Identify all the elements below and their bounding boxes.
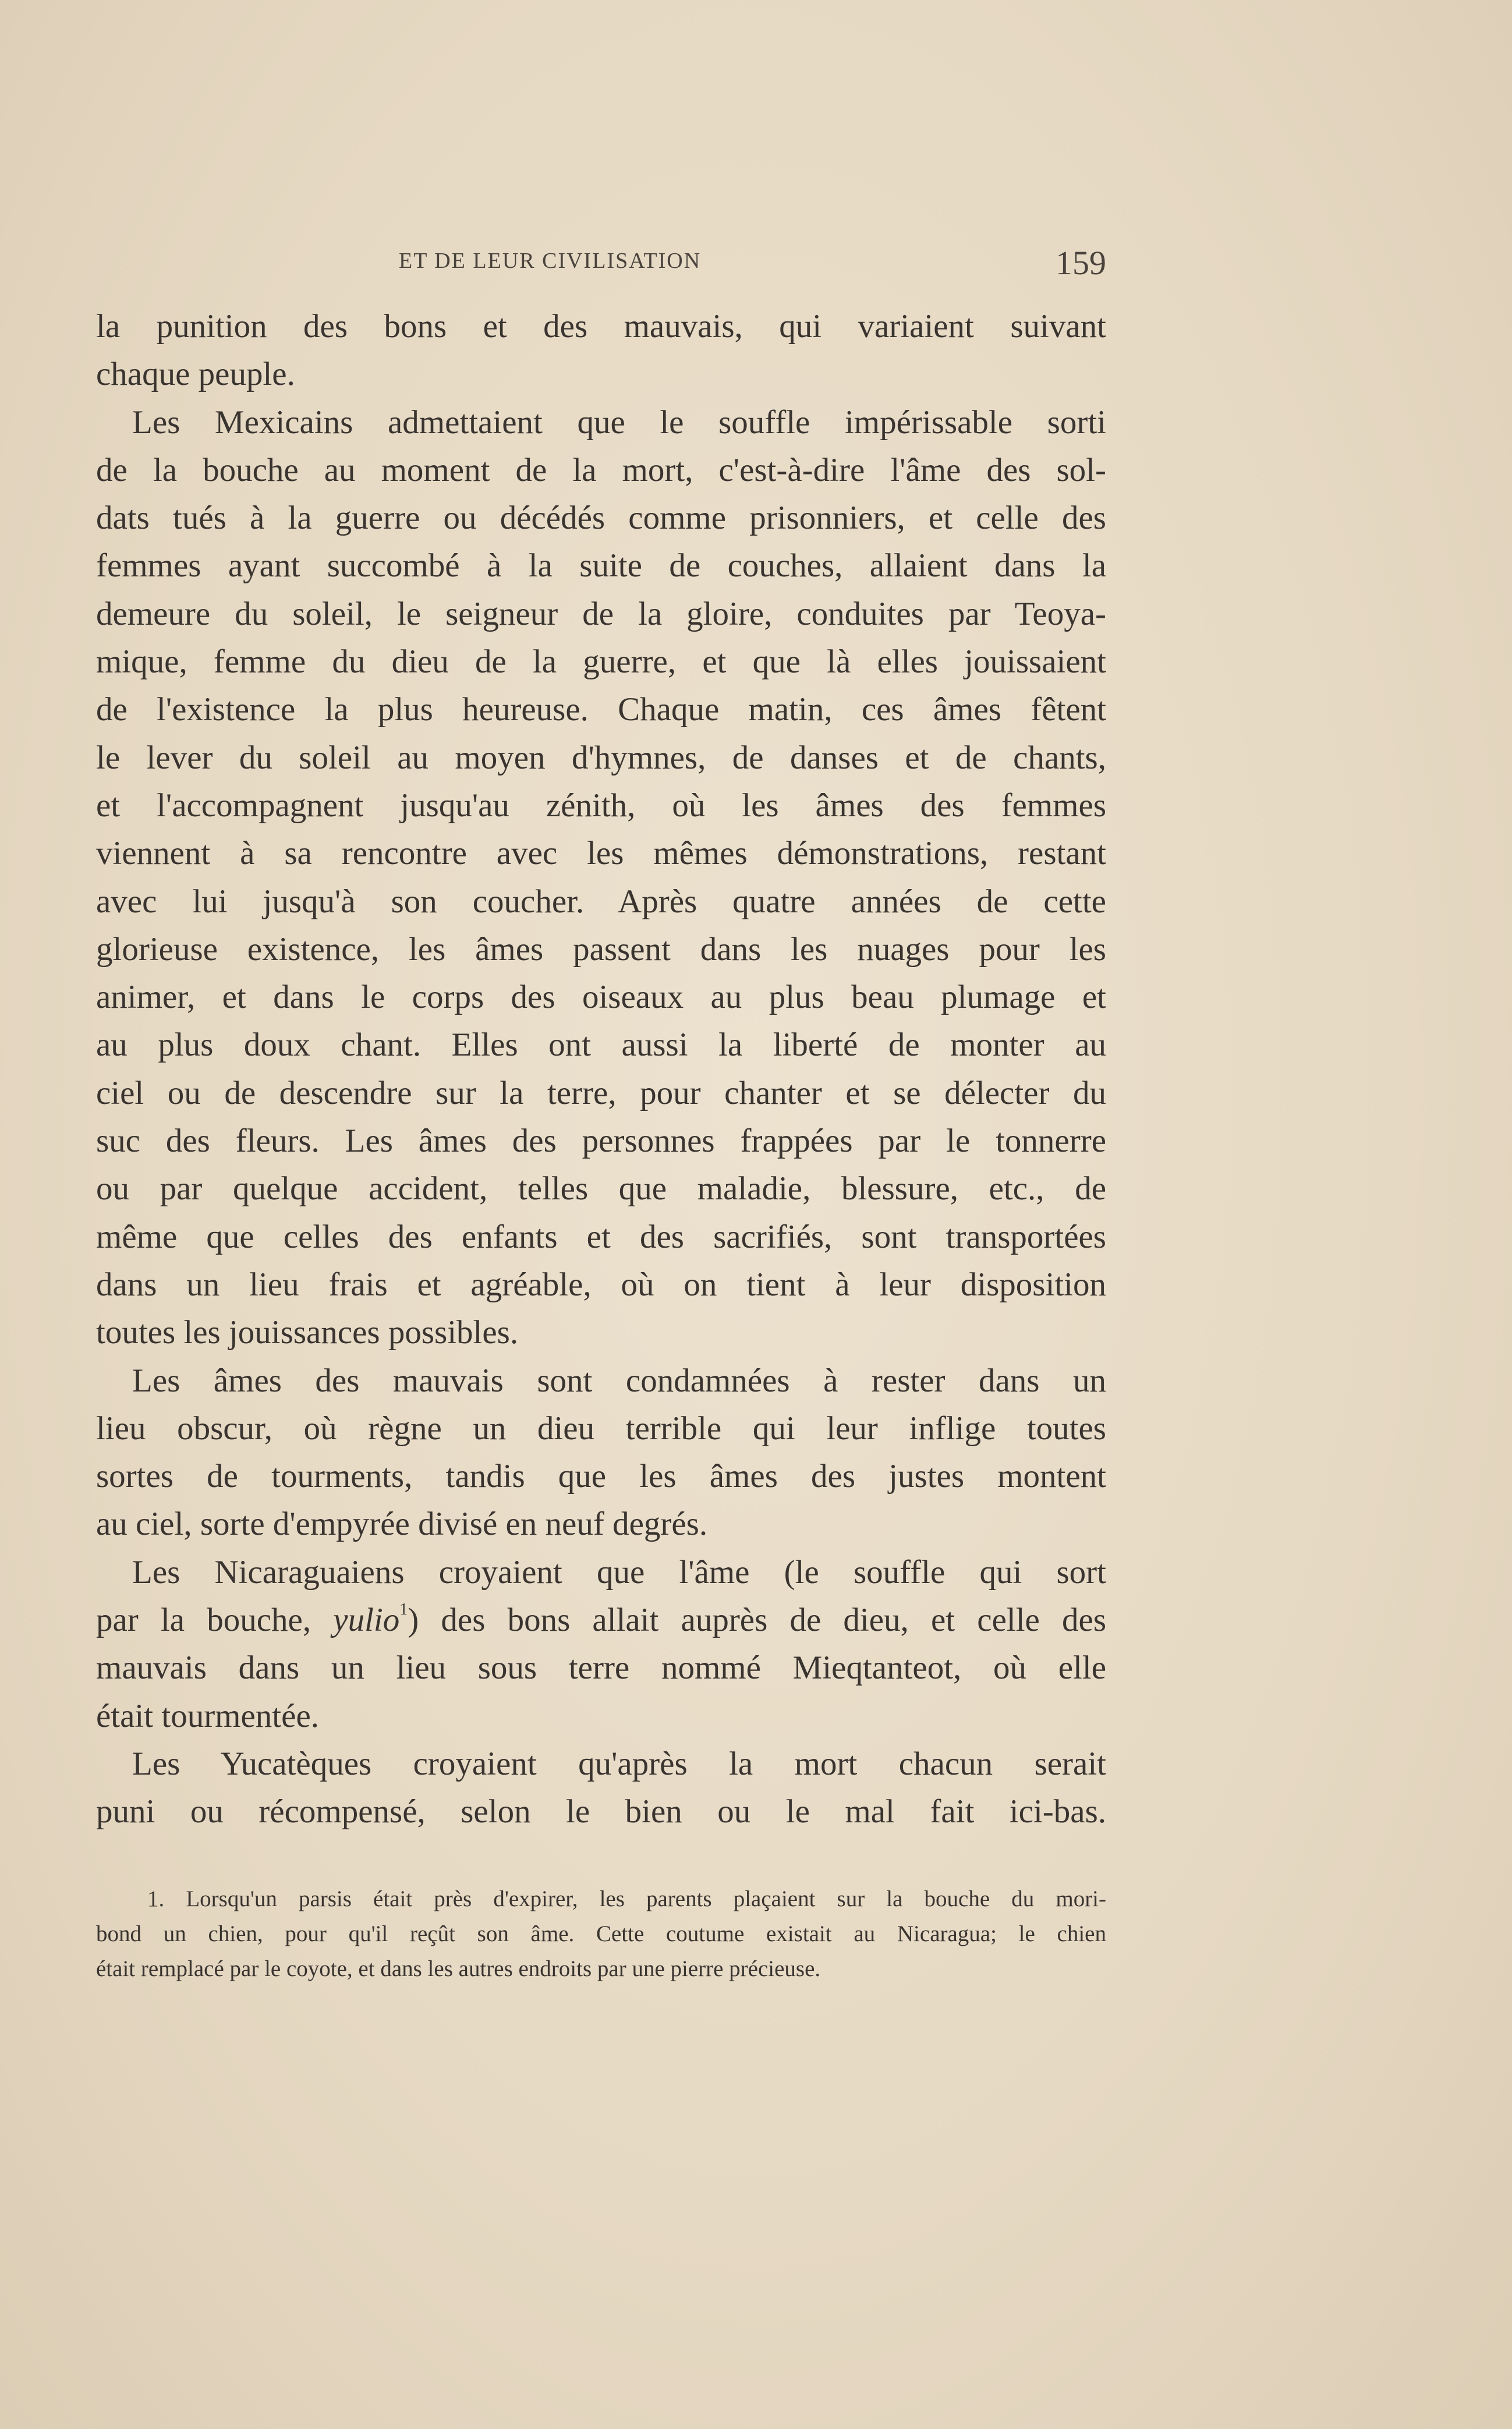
text-line: au plus doux chant. Elles ont aussi la liberté de monter au [96,1026,1106,1064]
text-line: le lever du soleil au moyen d'hymnes, de danses et de chants, [96,739,1106,776]
body-text [96,303,1106,1836]
text-line: femmes ayant succombé à la suite de couches, allaient dans la [96,547,1106,585]
footnote-line: 1. Lorsqu'un parsis était près d'expirer, les parents plaçaient sur la bouche du mori- [147,1886,1106,1911]
text-line: suc des fleurs. Les âmes des personnes frappées par le tonnerre [96,1123,1106,1160]
running-title: ET DE LEUR CIVILISATION [399,249,702,273]
footnote-marker: 1 [399,1601,408,1619]
text-segment: ) des bons allait auprès de dieu, et celle des [408,1602,1107,1639]
text-line: la punition des bons et des mauvais, qui variaient suivant [96,308,1106,345]
text-line: dans un lieu frais et agréable, où on tient à leur disposition [96,1266,1106,1303]
text-line: ciel ou de descendre sur la terre, pour chanter et se délecter du [96,1074,1106,1111]
page-number: 159 [1056,244,1106,282]
text-line: mique, femme du dieu de la guerre, et que là elles jouissaient [96,643,1106,681]
text-line: ou par quelque accident, telles que maladie, blessure, etc., de [96,1170,1106,1208]
text-line: Les Nicaraguaiens croyaient que l'âme (le souffle qui sort [132,1553,1106,1591]
text-line: même que celles des enfants et des sacrifiés, sont transportées [96,1218,1106,1255]
text-line: Les âmes des mauvais sont condamnées à rester dans un [132,1362,1106,1399]
footnote-line: bond un chien, pour qu'il reçût son âme. Cette coutume existait au Nicaragua; le chien [96,1921,1106,1946]
footnote-line: était remplacé par le coyote, et dans les autres endroits par une pierre précieuse. [96,1956,821,1981]
text-line: toutes les jouissances possibles. [96,1314,519,1351]
text-line: Les Yucatèques croyaient qu'après la mort chacun serait [132,1745,1106,1782]
text-line: était tourmentée. [96,1697,319,1734]
text-line: viennent à sa rencontre avec les mêmes démonstrations, restant [96,835,1106,872]
text-line [96,1596,1106,1644]
text-line: chaque peuple. [96,356,295,393]
text-line: animer, et dans le corps des oiseaux au plus beau plumage et [96,979,1106,1016]
text-line: glorieuse existence, les âmes passent dans les nuages pour les [96,930,1106,968]
text-line: au ciel, sorte d'empyrée divisé en neuf degrés. [96,1506,708,1543]
text-line: demeure du soleil, le seigneur de la gloire, conduites par Teoya- [96,595,1106,632]
text-segment: par la bouche, [96,1602,334,1639]
text-line: mauvais dans un lieu sous terre nommé Mieqtanteot, où elle [96,1649,1106,1687]
text-line: sortes de tourments, tandis que les âmes des justes montent [96,1458,1106,1495]
text-line: avec lui jusqu'à son coucher. Après quatre années de cette [96,883,1106,920]
text-line: lieu obscur, où règne un dieu terrible qui leur inflige toutes [96,1410,1106,1447]
footnote [96,1882,1106,1987]
text-line: Les Mexicains admettaient que le souffle impérissable sorti [132,403,1106,441]
text-line: et l'accompagnent jusqu'au zénith, où les âmes des femmes [96,787,1106,824]
running-header [96,243,1106,282]
text-line: puni ou récompensé, selon le bien ou le mal fait ici-bas. [96,1793,1106,1830]
text-line: dats tués à la guerre ou décédés comme prisonniers, et celle des [96,500,1106,537]
text-line: de la bouche au moment de la mort, c'est-à-dire l'âme des sol- [96,451,1106,488]
italic-term: yulio [333,1602,400,1639]
text-line: de l'existence la plus heureuse. Chaque matin, ces âmes fêtent [96,691,1106,728]
